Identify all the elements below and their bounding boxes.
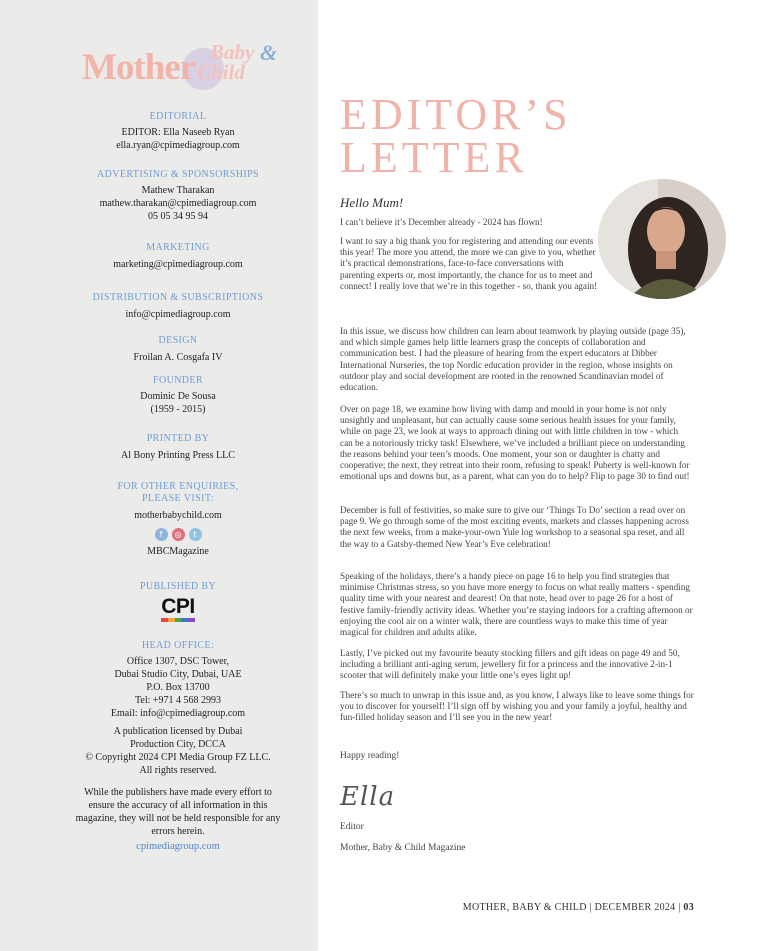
license-line-4: All rights reserved. [139,765,217,776]
greeting: Hello Mum! [340,195,404,210]
paragraph-8: There’s so much to unwrap in this issue and, as you know, I always like to leave some things for you to discover for yourself! I’ll sign off by wishing you and your family a joyful, healthy and fun-filled holiday season and I’ll see you in the new year! [340,690,694,723]
sign-role: Editor [340,822,364,832]
designer-name: Froilan A. Cosgafa IV [133,352,223,363]
printed-section [60,433,296,462]
paragraph-4: Over on page 18, we examine how living with damp and mould in your home is not only unsightly and unpleasant, but can actually cause some serious health issues for your family, while on page 23, we look at ways to approach dining out with little children in tow - which can be a notoriously tricky task! Elsewhere, we’ve included a brilliant piece on understanding the reasons behind your teen’s moods. One moment, your son or daughter is chatty and cooperative; the next, they retreat into their room, refusing to speak! Puberty is well-known for emotional ups and downs but, as a parent, what can you do to help? Flip to page 30 to find out! [340,404,690,482]
design-section [60,335,296,364]
sidebar [0,0,318,951]
printer-name: Al Bony Printing Press LLC [121,450,235,461]
footer-text: MOTHER, BABY & CHILD | DECEMBER 2024 | [462,902,681,913]
printed-heading: PRINTED BY [146,433,210,444]
title-line-2: LETTER [340,133,528,182]
logo-main: Mother [82,47,196,88]
page-title [340,90,572,182]
magazine-logo [82,40,282,92]
advertising-heading: ADVERTISING & SPONSORSHIPS [96,169,260,180]
title-line-1: EDITOR’S [340,90,572,139]
office-line-2: Dubai Studio City, Dubai, UAE [114,669,242,680]
office-line-1: Office 1307, DSC Tower, [126,656,230,667]
enquiries-website[interactable]: motherbabychild.com [134,510,222,521]
license-line-1: A publication licensed by Dubai [113,726,243,737]
editor-email[interactable]: ella.ryan@cpimediagroup.com [116,140,240,151]
office-phone: Tel: +971 4 568 2993 [134,695,222,706]
marketing-heading: MARKETING [146,242,210,253]
cpi-logo-bar [161,618,195,622]
page-footer [463,902,694,913]
distribution-email[interactable]: info@cpimediagroup.com [125,309,231,320]
paragraph-5: December is full of festivities, so make sure to give our ‘Things To Do’ section a read over on page 9. We go through some of the most exciting events, markets and classes happening across the next few weeks, from a make-your-own Yule log workshop to a seasonal spa reset, and all the way to a Gatsby-themed New Year’s Eve celebration! [340,505,689,549]
paragraph-3: In this issue, we discuss how children can learn about teamwork by playing outside (page 35), and which simple games help little learners grasp the concepts of collaboration and communication best. I had the pleasure of hearing from the expert educators at Dibber International Nurseries, the top Nordic education provider in the region, whose insights on outdoor play and social development are rooted in the renowned Scandinavian model of education. [340,326,686,393]
paragraph-7: Lastly, I’ve picked out my favourite beauty stocking fillers and gift ideas on page 49 and 50, including a brilliant anti-aging serum, jewellery fit for a princess and the innovative 2-in-1 scooter that will definitely make your little one’s eyes light up! [340,648,680,681]
founder-heading: FOUNDER [152,375,204,386]
license-section [60,725,296,777]
page-number: 03 [683,902,694,913]
cpi-logo [60,597,296,622]
advertising-email[interactable]: mathew.tharakan@cpimediagroup.com [99,198,257,209]
marketing-email[interactable]: marketing@cpimediagroup.com [113,259,243,270]
closing: Happy reading! [340,751,400,761]
advertising-name: Mathew Tharakan [141,185,215,196]
disclaimer-line-1: While the publishers have made every effort to [84,787,272,798]
enquiries-section [60,481,296,558]
logo-small1: Baby [210,40,255,64]
advertising-phone: 05 05 34 95 94 [148,211,208,222]
distribution-heading: DISTRIBUTION & SUBSCRIPTIONS [92,292,264,303]
disclaimer-section [60,786,296,838]
cpi-logo-text: CPI [161,595,195,618]
editorial-heading: EDITORIAL [149,111,207,122]
published-section [60,581,296,628]
editor-portrait [598,179,726,299]
enquiries-heading-1: FOR OTHER ENQUIRIES, [117,481,239,492]
office-section [60,640,296,720]
editorial-section [60,111,296,152]
enquiries-heading-2: PLEASE VISIT: [141,493,215,504]
office-heading: HEAD OFFICE: [141,640,215,651]
disclaimer-line-4: errors herein. [151,826,205,837]
published-heading: PUBLISHED BY [139,581,217,592]
editor-signature: Ella [340,782,396,812]
social-icons [60,528,296,541]
paragraph-1: I can’t believe it’s December already - 2024 has flown! [340,217,543,227]
founder-section [60,375,296,416]
office-line-3: P.O. Box 13700 [146,682,210,693]
sign-publication: Mother, Baby & Child Magazine [340,843,466,853]
paragraph-6: Speaking of the holidays, there’s a handy piece on page 16 to help you find strategies that minimise Christmas stress, so you have more energy to focus on what really matters - spending quality time with your nearest and dearest! On that note, head over to page 26 for a host of festive family-friendly activity ideas. Whether you’re staying indoors for a crafting afternoon or enjoying the cool air on a winter walk, there are countless ways to make this time of year magical for children and adults alike. [340,571,693,638]
distribution-section [60,292,296,321]
social-handle: MBCMagazine [147,546,209,557]
license-line-2: Production City, DCCA [130,739,226,750]
marketing-section [60,242,296,271]
portrait-image [598,179,726,299]
advertising-section [60,169,296,223]
website-section [60,841,296,852]
facebook-icon[interactable]: f [155,528,168,541]
twitter-icon[interactable]: t [189,528,202,541]
founder-years: (1959 - 2015) [150,404,206,415]
paragraph-2: I want to say a big thank you for registering and attending our events this year! The more you attend, the more we can give to you, whether it’s practical demonstrations, face-to-face conversations with parenting experts or, most importantly, the chance for us to meet and connect! I really love that we’re in this together - so, thank you again! [340,236,598,291]
logo-small2: Child [197,60,245,84]
editor-name: EDITOR: Ella Naseeb Ryan [121,127,235,138]
instagram-icon[interactable]: ◎ [172,528,185,541]
disclaimer-line-2: ensure the accuracy of all information in this [88,800,268,811]
design-heading: DESIGN [158,335,198,346]
logo-amp: & [260,40,278,65]
disclaimer-line-3: magazine, they will not be held responsible for any [75,813,281,824]
license-line-3: © Copyright 2024 CPI Media Group FZ LLC. [85,752,271,763]
office-email[interactable]: Email: info@cpimediagroup.com [110,708,246,719]
website-link[interactable]: cpimediagroup.com [136,841,220,852]
founder-name: Dominic De Sousa [140,391,216,402]
